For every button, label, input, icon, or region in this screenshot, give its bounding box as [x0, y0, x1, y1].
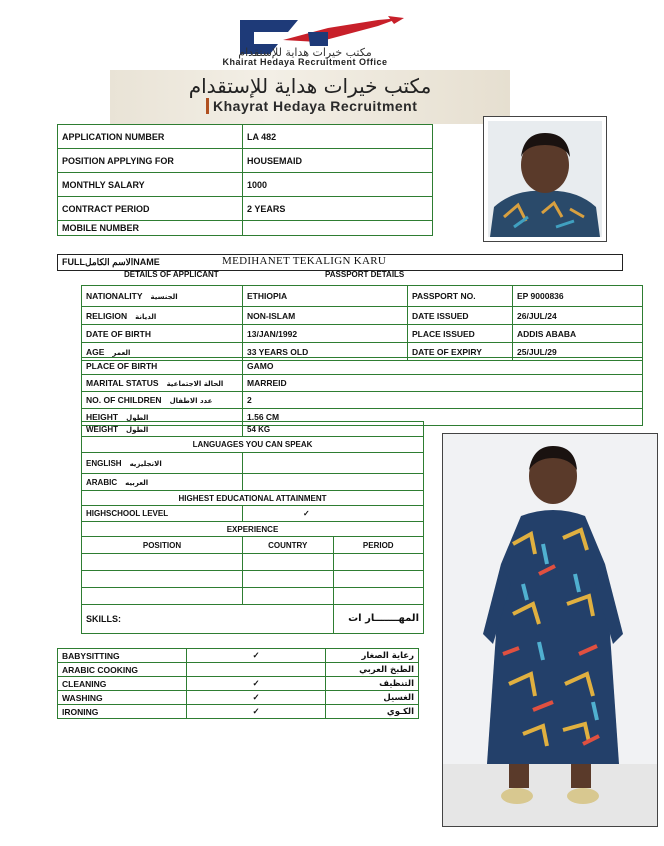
- languages-title: LANGUAGES YOU CAN SPEAK: [82, 437, 424, 453]
- skill-babysitting-check: ✓: [187, 649, 326, 663]
- skill-arabic-cooking-label: ARABIC COOKING: [58, 663, 187, 677]
- application-number-value: LA 482: [243, 125, 433, 149]
- english-value: [243, 453, 424, 474]
- nationality-label: NATIONALITY الجنسية: [82, 286, 243, 307]
- table-row: [82, 375, 643, 392]
- skill-babysitting-arabic: رعاية الصغار: [326, 649, 419, 663]
- banner-english-text: Khayrat Hedaya Recruitment: [206, 98, 417, 114]
- passport-no-label: PASSPORT NO.: [408, 286, 513, 307]
- position-value: HOUSEMAID: [243, 149, 433, 173]
- table-row: [58, 221, 433, 236]
- date-expiry-value: 25/JUL/29: [513, 343, 643, 361]
- passport-no-value: EP 9000836: [513, 286, 643, 307]
- mobile-value: [243, 221, 433, 236]
- marital-label: MARITAL STATUS الحالة الاجتماعية: [82, 375, 243, 392]
- height-value: 1.56 CM: [243, 409, 643, 426]
- table-row: [82, 392, 643, 409]
- weight-label: WEIGHT الطول: [82, 422, 243, 437]
- education-level: HIGHSCHOOL LEVEL: [82, 506, 243, 522]
- skills-table: [57, 648, 419, 719]
- experience-col-position: POSITION: [82, 537, 243, 554]
- table-row: [82, 474, 424, 491]
- personal-details-table: [81, 357, 643, 426]
- arabic-label: ARABIC العربيه: [82, 474, 243, 491]
- table-row: [58, 663, 419, 677]
- table-row: [82, 453, 424, 474]
- skill-babysitting-label: BABYSITTING: [58, 649, 187, 663]
- age-label: AGE العمر: [82, 343, 243, 361]
- qualifications-table: [81, 421, 424, 634]
- place-issued-value: ADDIS ABABA: [513, 325, 643, 343]
- skill-ironing-label: IRONING: [58, 705, 187, 719]
- fullname-value: MEDIHANET TEKALIGN KARU: [222, 255, 387, 267]
- marital-value: MARREID: [243, 375, 643, 392]
- details-table: [81, 285, 643, 361]
- dob-label: DATE OF BIRTH: [82, 325, 243, 343]
- table-row: [82, 522, 424, 537]
- table-row: [82, 286, 643, 307]
- application-table: [57, 124, 433, 236]
- contract-value: 2 YEARS: [243, 197, 433, 221]
- table-row: [58, 705, 419, 719]
- arabic-value: [243, 474, 424, 491]
- contract-label: CONTRACT PERIOD: [58, 197, 243, 221]
- table-row: [82, 571, 424, 588]
- weight-value: 54 KG: [243, 422, 424, 437]
- table-row: [58, 691, 419, 705]
- date-issued-label: DATE ISSUED: [408, 307, 513, 325]
- applicant-full-body-photo: [442, 433, 658, 827]
- skill-arabic-cooking-arabic: الطبخ العربي: [326, 663, 419, 677]
- salary-label: MONTHLY SALARY: [58, 173, 243, 197]
- table-row: [58, 173, 433, 197]
- education-check-mark: ✓: [243, 506, 424, 522]
- table-row: [82, 605, 424, 634]
- application-number-label: APPLICATION NUMBER: [58, 125, 243, 149]
- table-row: [82, 506, 424, 522]
- table-row: [82, 307, 643, 325]
- pob-label: PLACE OF BIRTH: [82, 358, 243, 375]
- height-label: HEIGHT الطول: [82, 409, 243, 426]
- table-row: [58, 677, 419, 691]
- skill-arabic-cooking-check: [187, 663, 326, 677]
- header-banner: [110, 70, 510, 124]
- table-row: [82, 437, 424, 453]
- applicant-portrait-photo: [483, 116, 607, 242]
- nationality-value: ETHIOPIA: [243, 286, 408, 307]
- passport-details-header: PASSPORT DETAILS: [325, 270, 405, 279]
- details-of-applicant-header: DETAILS OF APPLICANT: [124, 270, 219, 279]
- skill-washing-check: ✓: [187, 691, 326, 705]
- fullname-label: FULLالاسم الكاملNAME: [62, 257, 160, 267]
- skills-label-arabic: المهـــــــار ات: [333, 605, 424, 634]
- experience-col-country: COUNTRY: [243, 537, 334, 554]
- table-row: [82, 537, 424, 554]
- table-row: [82, 325, 643, 343]
- table-row: [58, 149, 433, 173]
- skill-cleaning-check: ✓: [187, 677, 326, 691]
- salary-value: 1000: [243, 173, 433, 197]
- experience-col-period: PERIOD: [333, 537, 424, 554]
- religion-value: NON-ISLAM: [243, 307, 408, 325]
- date-issued-value: 26/JUL/24: [513, 307, 643, 325]
- skill-washing-arabic: الغسيل: [326, 691, 419, 705]
- english-label: ENGLISH الانجليزيه: [82, 453, 243, 474]
- children-label: NO. OF CHILDREN عدد الاطفال: [82, 392, 243, 409]
- experience-title: EXPERIENCE: [82, 522, 424, 537]
- skills-label: SKILLS:: [82, 605, 334, 634]
- banner-arabic-text: مكتب خيرات هداية للإستقدام: [188, 74, 432, 98]
- skill-ironing-arabic: الكـوي: [326, 705, 419, 719]
- logo-arabic-text: مكتب خيرات هداية للإستقدام: [238, 46, 372, 59]
- dob-value: 13/JAN/1992: [243, 325, 408, 343]
- education-title: HIGHEST EDUCATIONAL ATTAINMENT: [82, 491, 424, 506]
- table-row: [82, 554, 424, 571]
- age-value: 33 YEARS OLD: [243, 343, 408, 361]
- table-row: [82, 588, 424, 605]
- skill-ironing-check: ✓: [187, 705, 326, 719]
- skill-cleaning-label: CLEANING: [58, 677, 187, 691]
- date-expiry-label: DATE OF EXPIRY: [408, 343, 513, 361]
- table-row: [58, 125, 433, 149]
- place-issued-label: PLACE ISSUED: [408, 325, 513, 343]
- position-label: POSITION APPLYING FOR: [58, 149, 243, 173]
- fullname-row: [57, 254, 623, 271]
- pob-value: GAMO: [243, 358, 643, 375]
- mobile-label: MOBILE NUMBER: [58, 221, 243, 236]
- table-row: [58, 197, 433, 221]
- children-value: 2: [243, 392, 643, 409]
- religion-label: RELIGION الديانة: [82, 307, 243, 325]
- skill-washing-label: WASHING: [58, 691, 187, 705]
- skill-cleaning-arabic: التنظيف: [326, 677, 419, 691]
- table-row: [82, 491, 424, 506]
- table-row: [82, 422, 424, 437]
- logo-english-text: Khairat Hedaya Recruitment Office: [222, 57, 388, 67]
- table-row: [82, 358, 643, 375]
- table-row: [58, 649, 419, 663]
